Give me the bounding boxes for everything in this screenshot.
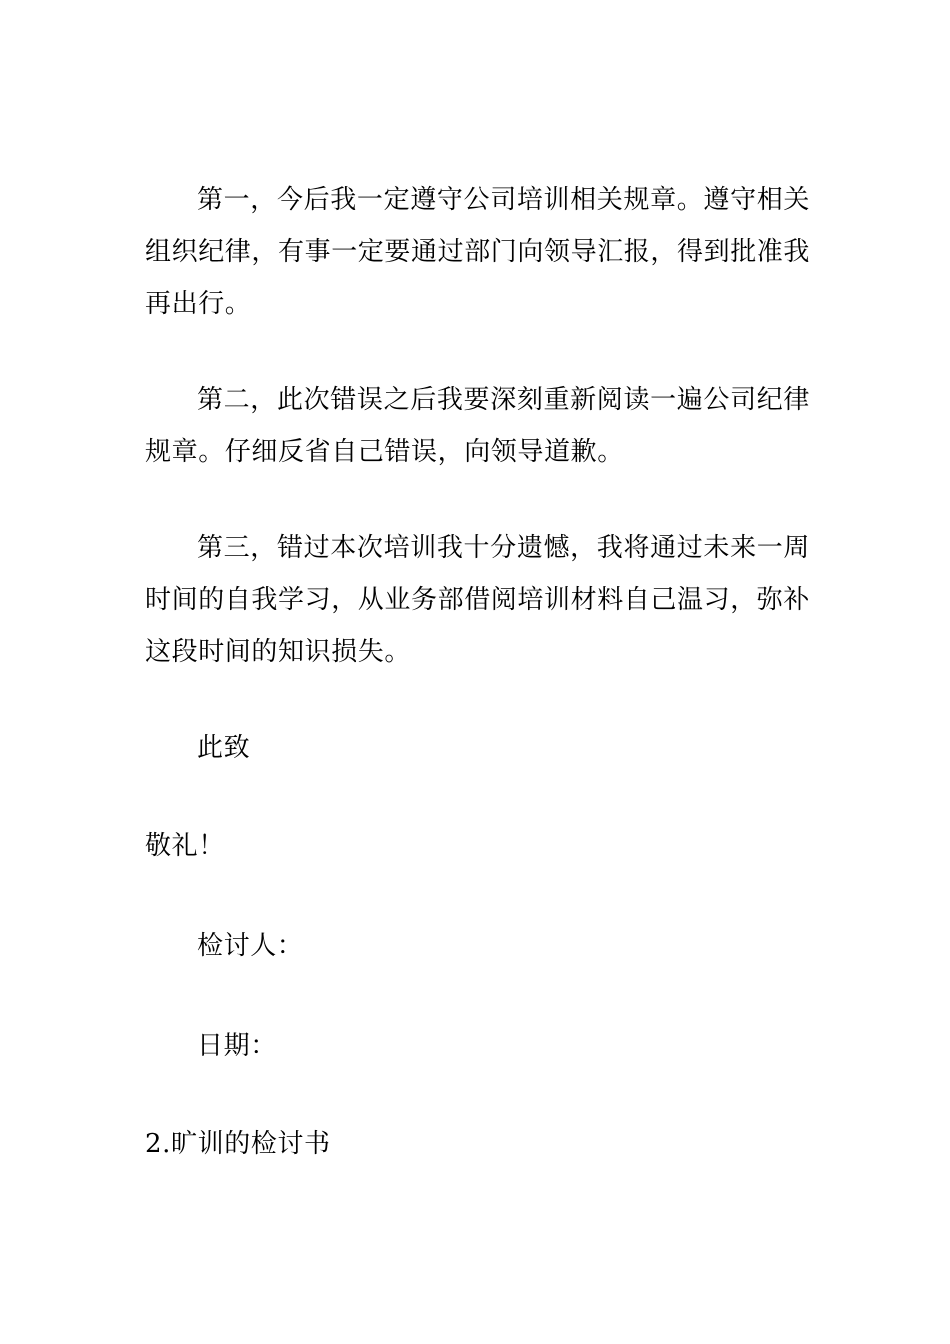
paragraph-first: 第一，今后我一定遵守公司培训相关规章。遵守相关组织纪律，有事一定要通过部门向领导汇报，得到批准我再出行。	[145, 185, 811, 319]
signer-label: 检讨人：	[197, 931, 304, 961]
paragraph-third: 第三，错过本次培训我十分遗憾，我将通过未来一周时间的自我学习，从业务部借阅培训材料自己温习，弥补这段时间的知识损失。	[145, 533, 811, 667]
closing-line: 此致	[197, 733, 251, 763]
salute-line: 敬礼！	[145, 831, 225, 861]
date-label: 日期：	[197, 1031, 277, 1061]
section-heading: 2.旷训的检讨书	[145, 1129, 331, 1159]
paragraph-second: 第二，此次错误之后我要深刻重新阅读一遍公司纪律规章。仔细反省自己错误，向领导道歉。	[145, 385, 810, 467]
